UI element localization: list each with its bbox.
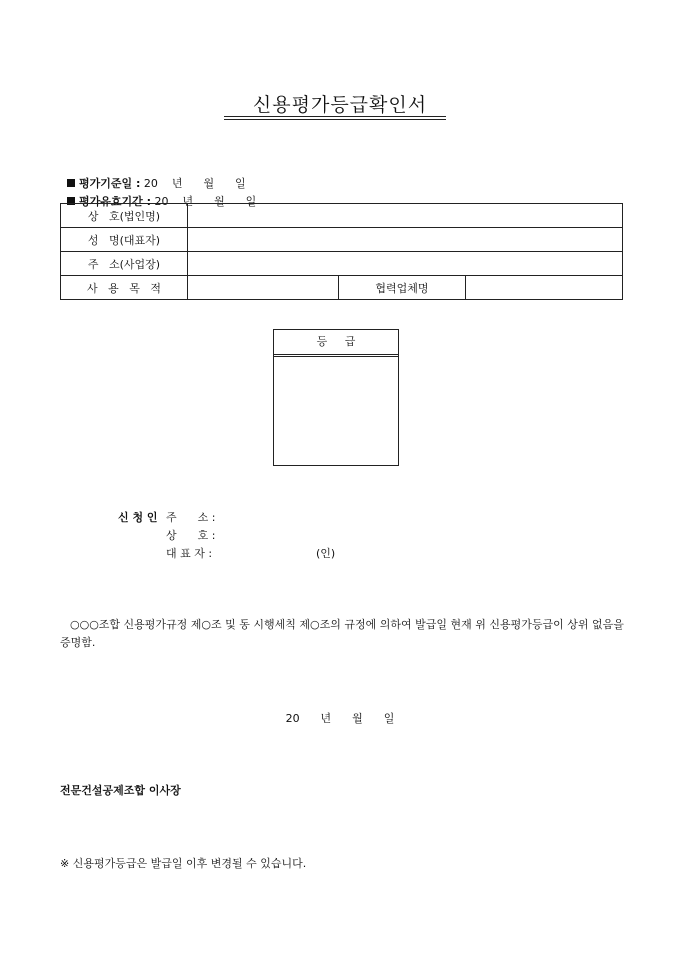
table-row (61, 228, 623, 252)
certification-statement: ○○○조합 신용평가규정 제○조 및 동 시행세칙 제○조의 규정에 의하여 발급일 현재 위 신용평가등급이 상위 없음을 증명함. (60, 618, 624, 649)
purpose-label: 사 용 목 적 (61, 276, 188, 300)
title-underline-bottom (224, 119, 446, 120)
address-label: 주 소(사업장) (61, 252, 188, 276)
company-name-label: 상 호(법인명) (61, 204, 188, 228)
representative-field[interactable] (188, 228, 623, 252)
applicant-info-table (60, 203, 623, 300)
address-field[interactable] (188, 252, 623, 276)
base-date-label: 평가기준일 : (79, 177, 141, 190)
valid-period-value: 20 년 월 일 (150, 195, 257, 208)
valid-period-label: 평가유효기간 : (79, 195, 151, 208)
purpose-field[interactable] (188, 276, 339, 300)
partner-company-field[interactable] (466, 276, 623, 300)
table-row (61, 276, 623, 300)
grade-header: 등 급 (316, 335, 356, 348)
seal-mark: (인) (316, 547, 336, 560)
partner-company-label: 협력업체명 (339, 276, 466, 300)
grade-header-rule (274, 354, 398, 355)
table-row (61, 252, 623, 276)
base-date-value: 20 년 월 일 (140, 177, 246, 190)
applicant-company-label: 상 호 : (166, 529, 216, 542)
issue-date: 20 년 월 일 (285, 712, 395, 725)
applicant-representative-label: 대 표 자 : (166, 547, 213, 560)
document-title: 신용평가등급확인서 (252, 94, 428, 116)
grade-box (273, 329, 399, 466)
representative-label: 성 명(대표자) (61, 228, 188, 252)
title-underline-top (224, 116, 446, 117)
footnote: ※ 신용평가등급은 발급일 이후 변경될 수 있습니다. (60, 857, 307, 870)
applicant-address-label: 주 소 : (166, 511, 216, 524)
applicant-heading: 신 청 인 (118, 511, 158, 524)
company-name-field[interactable] (188, 204, 623, 228)
table-row (61, 204, 623, 228)
issuer-name: 전문건설공제조합 이사장 (60, 784, 181, 797)
grade-value-area[interactable] (274, 357, 398, 462)
